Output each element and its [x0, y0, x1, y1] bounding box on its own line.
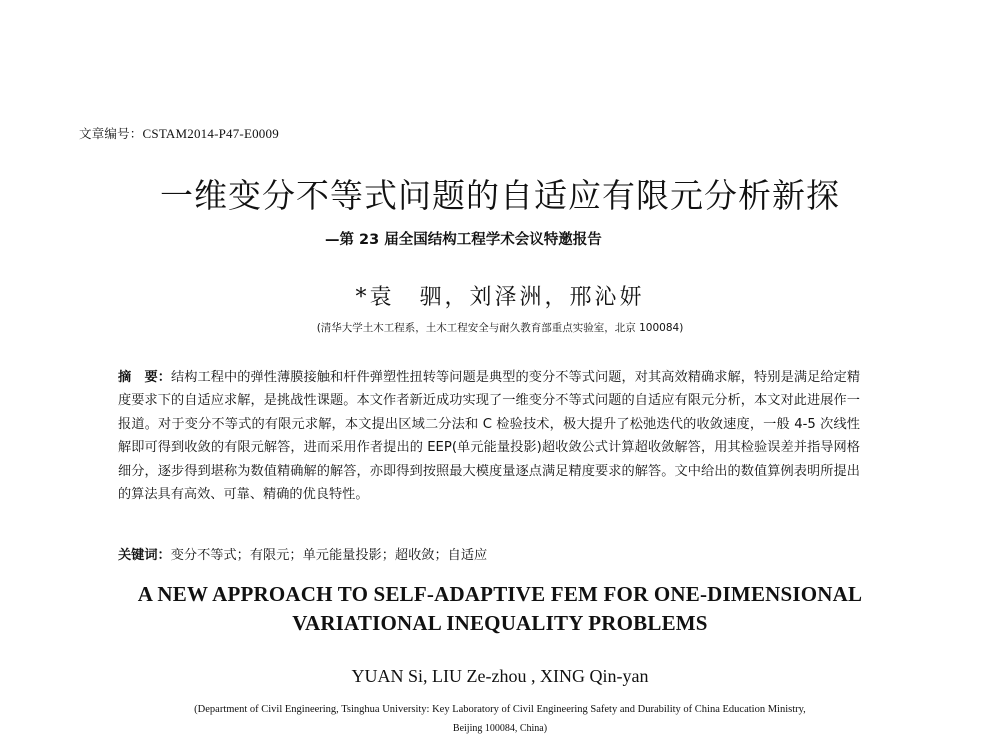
- title-english: [0, 580, 1000, 638]
- title-english-line-2: VARIATIONAL INEQUALITY PROBLEMS: [292, 611, 708, 635]
- authors-chinese: *袁 驷，刘泽洲，邢沁妍: [355, 285, 645, 310]
- authors-english: YUAN Si, LIU Ze-zhou , XING Qin-yan: [351, 666, 649, 686]
- abstract-chinese: [118, 366, 860, 506]
- abstract-label: 摘 要：: [118, 370, 172, 385]
- keywords-text: 变分不等式；有限元；单元能量投影；超收敛；自适应: [170, 548, 488, 563]
- abstract-text: 结构工程中的弹性薄膜接触和杆件弹塑性扭转等问题是典型的变分不等式问题，对其高效精确求解，特别是满足给定精度要求下的自适应求解，是挑战性课题。本文作者新近成功实现了一维变分不等式问题的自适应有限元分析，本文对此进展作一报道。对于变分不等式的有限元求解，本文提出区域二分法和 C 检验技术，极大提升了松弛迭代的收敛速度，一般 4-5 次线性解即可得到收敛的有限元解答，进而采用作者提出的 EEP(单元能量投影)超收敛公式计算超收敛解答，用其检验误差并指导网格细分，逐步得到堪称为数值精确解的解答，亦即得到按照最大模度量逐点满足精度要求的解答。文中给出的数值算例表明所提出的算法具有高效、可靠、精确的优良特性。: [118, 370, 861, 503]
- subtitle-chinese: —第 23 届全国结构工程学术会议特邀报告: [325, 232, 602, 248]
- keywords-chinese: [118, 544, 860, 563]
- affiliation-english: (Department of Civil Engineering, Tsinghua University: Key Laboratory of Civil Engineering Safety and Durability of China Education Ministry,: [194, 704, 806, 715]
- article-id-label: 文章编号：: [79, 126, 143, 141]
- affiliation-english-continuation: [430, 723, 570, 735]
- keywords-label: 关键词：: [118, 548, 171, 563]
- affiliation-chinese: (清华大学土木工程系，土木工程安全与耐久教育部重点实验室，北京 100084): [316, 322, 684, 334]
- title-chinese: 一维变分不等式问题的自适应有限元分析新探: [160, 176, 840, 215]
- article-id: [79, 124, 279, 142]
- title-english-line-1: A NEW APPROACH TO SELF-ADAPTIVE FEM FOR ONE-DIMENSIONAL: [137, 582, 863, 606]
- article-id-value: CSTAM2014-P47-E0009: [142, 126, 279, 141]
- affiliation-english-continuation-text: Beijing 100084, China): [452, 723, 548, 734]
